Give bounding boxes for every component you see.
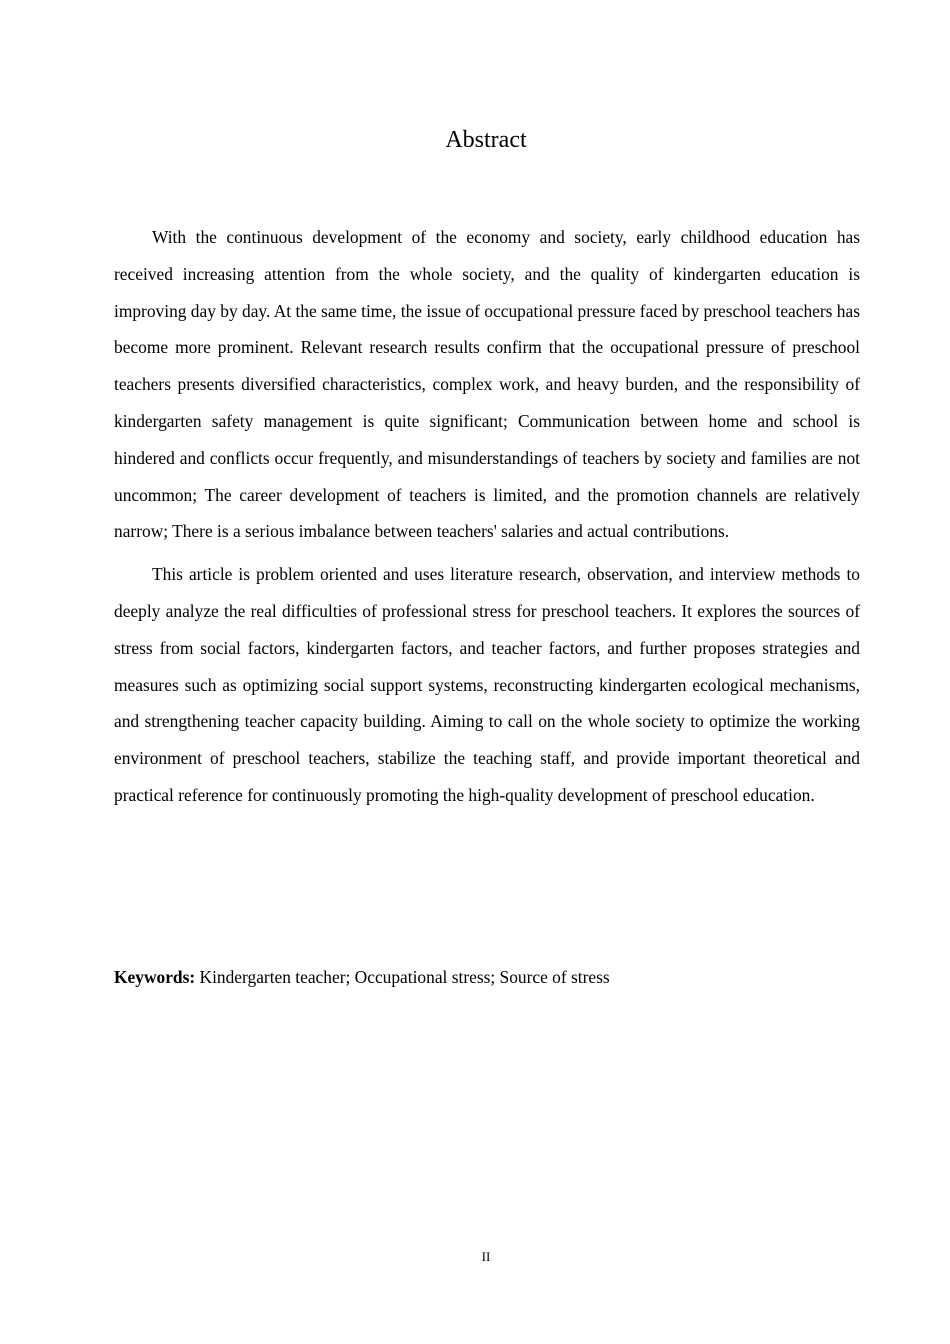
keywords-label: Keywords: <box>114 967 196 987</box>
page-number: II <box>481 1249 491 1264</box>
keywords-line <box>114 962 860 992</box>
abstract-paragraph-2: This article is problem oriented and uses literature research, observation, and interview methods to deeply analyze the real difficulties of professional stress for preschool teachers. It explores the sources of stress from social factors, kindergarten factors, and teacher factors, and further proposes strategies and measures such as optimizing social support systems, reconstructing kindergarten ecological mechanisms, and strengthening teacher capacity building. Aiming to call on the whole society to optimize the working environment of preschool teachers, stabilize the teaching staff, and provide important theoretical and practical reference for continuously promoting the high-quality development of preschool education. <box>114 564 860 805</box>
keywords-text: Kindergarten teacher; Occupational stress; Source of stress <box>199 967 610 987</box>
abstract-body <box>114 219 860 820</box>
page-title: Abstract <box>445 127 527 153</box>
abstract-paragraph-1: With the continuous development of the economy and society, early childhood education has received increasing attention from the whole society, and the quality of kindergarten education is improving day by day. At the same time, the issue of occupational pressure faced by preschool teachers has become more prominent. Relevant research results confirm that the occupational pressure of preschool teachers presents diversified characteristics, complex work, and heavy burden, and the responsibility of kindergarten safety management is quite significant; Communication between home and school is hindered and conflicts occur frequently, and misunderstandings of teachers by society and families are not uncommon; The career development of teachers is limited, and the promotion channels are relatively narrow; There is a serious imbalance between teachers' salaries and actual contributions. <box>114 227 860 542</box>
